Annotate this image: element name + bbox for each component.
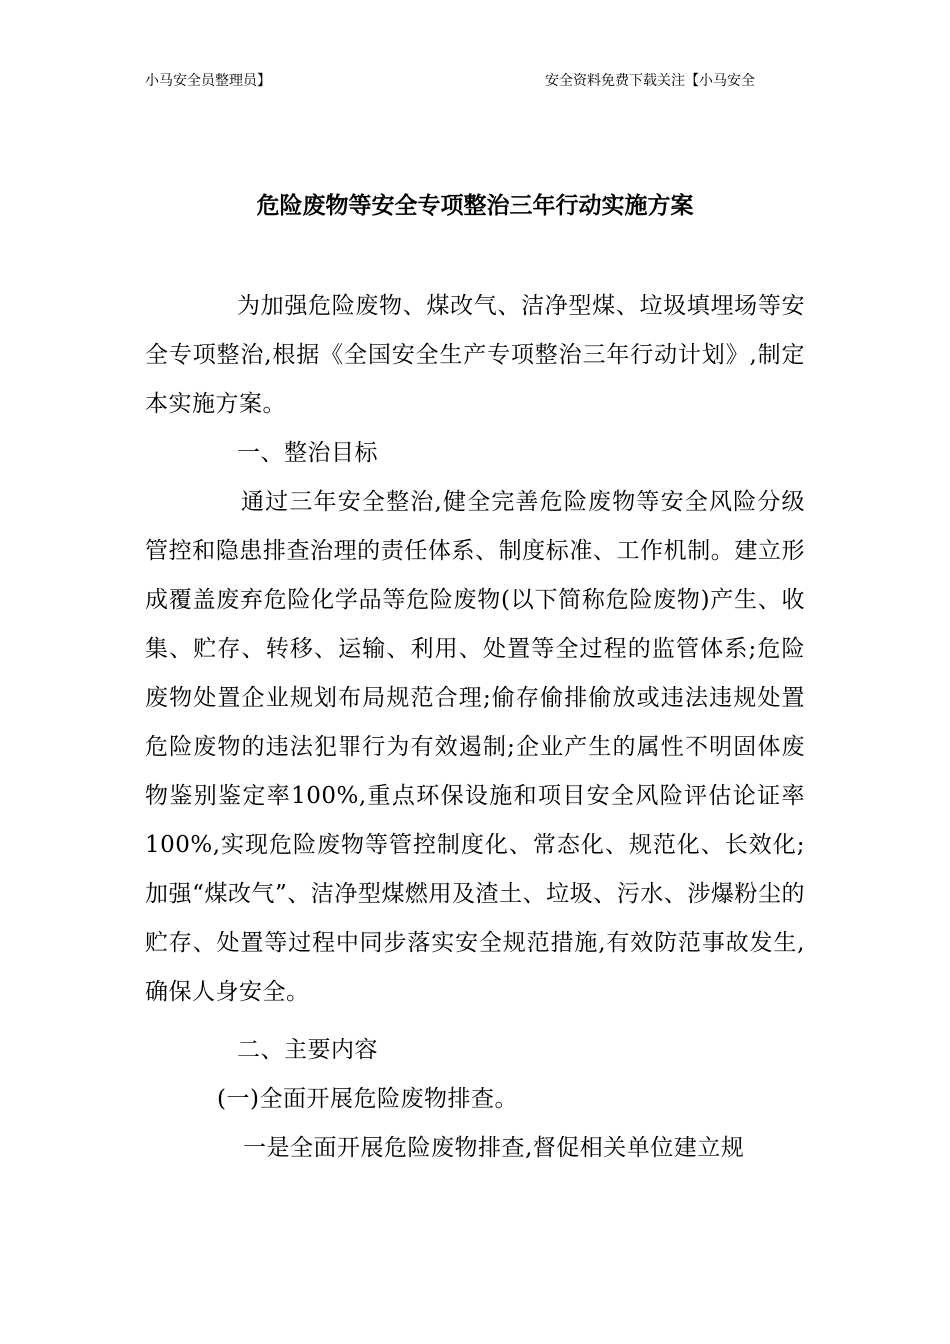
document-body <box>145 282 805 1173</box>
goals-paragraph: 通过三年安全整治,健全完善危险废物等安全风险分级管控和隐患排查治理的责任体系、制度标准、工作机制。建立形成覆盖废弃危险化学品等危险废物(以下简称危险废物)产生、收集、贮存、转移、运输、利用、处置等全过程的监管体系;危险废物处置企业规划布局规范合理;偷存偷排偷放或违法违规处置危险废物的违法犯罪行为有效遏制;企业产生的属性不明固体废物鉴别鉴定率100%,重点环保设施和项目安全风险评估论证率100%,实现危险废物等管控制度化、常态化、规范化、长效化;加强“煤改气”、洁净型煤燃用及渣土、垃圾、污水、涉爆粉尘的贮存、处置等过程中同步落实安全规范措施,有效防范事故发生,确保人身安全。 <box>145 489 805 1005</box>
subsection-heading-hazardous-waste-survey: (一)全面开展危险废物排查。 <box>217 1086 518 1112</box>
section-heading-goals: 一、整治目标 <box>237 440 378 466</box>
subsection-paragraph: 一是全面开展危险废物排查,督促相关单位建立规 <box>243 1135 745 1161</box>
intro-paragraph: 为加强危险废物、煤改气、洁净型煤、垃圾填埋场等安全专项整治,根据《全国安全生产专项整治三年行动计划》,制定本实施方案。 <box>145 293 805 417</box>
header-right-text: 安全资料免费下载关注【小马安全 <box>545 73 755 89</box>
section-heading-content: 二、主要内容 <box>237 1037 378 1063</box>
header-left-text: 小马安全员整理员】 <box>145 73 271 89</box>
document-title: 危险废物等安全专项整治三年行动实施方案 <box>256 193 694 219</box>
